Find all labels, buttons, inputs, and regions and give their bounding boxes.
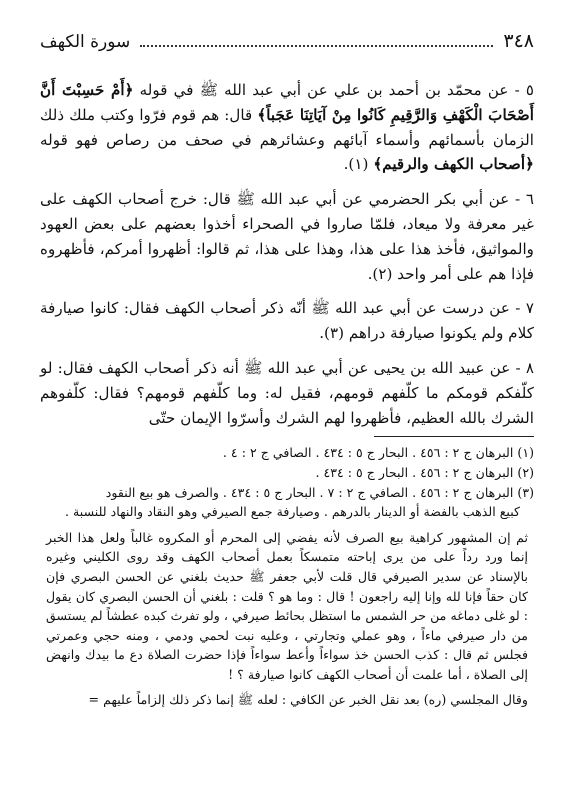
paragraph-5-end: (١).	[343, 155, 374, 174]
main-text	[40, 78, 534, 430]
paragraph-5	[40, 78, 534, 177]
header-dotted-leader	[140, 45, 493, 47]
paragraph-8: ٨ - عن عبيد الله بن يحيى عن أبي عبد الله ﷺ أنه ذكر أصحاب الكهف فقال: لو كلّفكم قومكم ما كلّفهم قومهم، فقيل له: وما كلّفهم قومهم؟ فقال: كلّفوهم الشرك بالله العظيم، فأظهروا لهم الشرك وأسرّوا الإيمان حتّى	[40, 358, 534, 427]
quran-quote-2: ﴿أصحاب الكهف والرقيم﴾	[373, 155, 534, 174]
footnote-3-continued: كبيع الذهب بالفضة أو الدينار بالدرهم . وصيارفة جمع الصيرفي وهو النقاد والنهاد للنسبة .	[65, 504, 520, 520]
footnote-divider	[374, 436, 534, 437]
page-number: ٣٤٨	[503, 30, 534, 52]
paragraph-7: ٧ - عن درست عن أبي عبد الله ﷺ أنّه ذكر أصحاب الكهف فقال: كانوا صيارفة كلام ولم يكونوا صيارفة دراهم (٣).	[40, 299, 534, 343]
footnote-note-a: ثم إن المشهور كراهية بيع الصرف لأنه يفضي إلى المحرم أو المكروه غالباً ولعل هذا الخبر إنما ورد رداً على من يرى إباحته متمسكاً بعمل أصحاب الكهف وقد روى الكليني وغيره بالإسناد عن سدير الصيرفي قال قلت لأبي جعفر ﷺ حديث بلغني عن الحسن البصري فإن كان حقاً فإنا لله وإنا إليه راجعون ! قال : وما هو ؟ قلت : بلغني أن الحسن البصري كان يقول : لو غلى دماغه من حر الشمس ما استظل بحائط صيرفي ، ولو تفرث كبده عطشاً لم يستسق من دار صيرفي ماءاً ، وهو عملي وتجارتي ، وعليه نبت لحمي ودمي ، ومنه حجي وعمرتي فجلس ثم قال : كذب الحسن خذ سواءاً وأعط سواءاً فإذا حضرت الصلاة دع ما بيدك وانهض إلى الصلاة ، أما علمت أن أصحاب الكهف كانوا صيارفة ؟ !	[46, 529, 528, 682]
paragraph-6: ٦ - عن أبي بكر الحضرمي عن أبي عبد الله ﷺ قال: خرج أصحاب الكهف على غير معرفة ولا ميعاد، فلمّا صاروا في الصحراء أخذوا بعضهم على بعض العهود والمواثيق، فأخذ هذا على هذا، وهذا على هذا، ثم قالوا: أظهروا أمركم، فأظهروه فإذا هم على أمر واحد (٢).	[40, 190, 534, 283]
page-header	[40, 30, 534, 56]
paragraph-5-intro: ٥ - عن محمّد بن أحمد بن علي عن أبي عبد الله ﷺ في قوله	[133, 81, 534, 99]
footnotes	[40, 443, 534, 710]
surah-title: سورة الكهف	[40, 32, 131, 52]
footnote-3: (٣) البرهان ج ٢ : ٤٥٦ . الصافي ج ٢ : ٧ . البحار ج ٥ : ٤٣٤ . والصرف هو بيع النقود	[105, 484, 534, 500]
footnote-2: (٢) البرهان ج ٢ : ٤٥٦ . البحار ج ٥ : ٤٣٤ .	[315, 464, 534, 480]
paragraph-5-body: قال: هم قوم فرّوا وكتب ملك ذلك الزمان بأسمائهم وأسماء آبائهم وعشائرهم في صحف من رصاص فهو قوله	[40, 105, 534, 149]
footnote-note-b: وقال المجلسي (ره) بعد نقل الخبر عن الكافي : لعله ﷺ إنما ذكر ذلك إلزاماً عليهم =	[88, 692, 528, 708]
footnote-1: (١) البرهان ج ٢ : ٤٥٦ . البحار ج ٥ : ٤٣٤ . الصافي ج ٢ : ٤ .	[222, 445, 534, 461]
quran-quote: ﴿أَمْ حَسِبْتَ أَنَّ أَصْحَابَ الْكَهْفِ وَالرَّقِيمِ كَانُوا مِنْ آيَاتِنَا عَجَباً﴾	[40, 81, 534, 124]
